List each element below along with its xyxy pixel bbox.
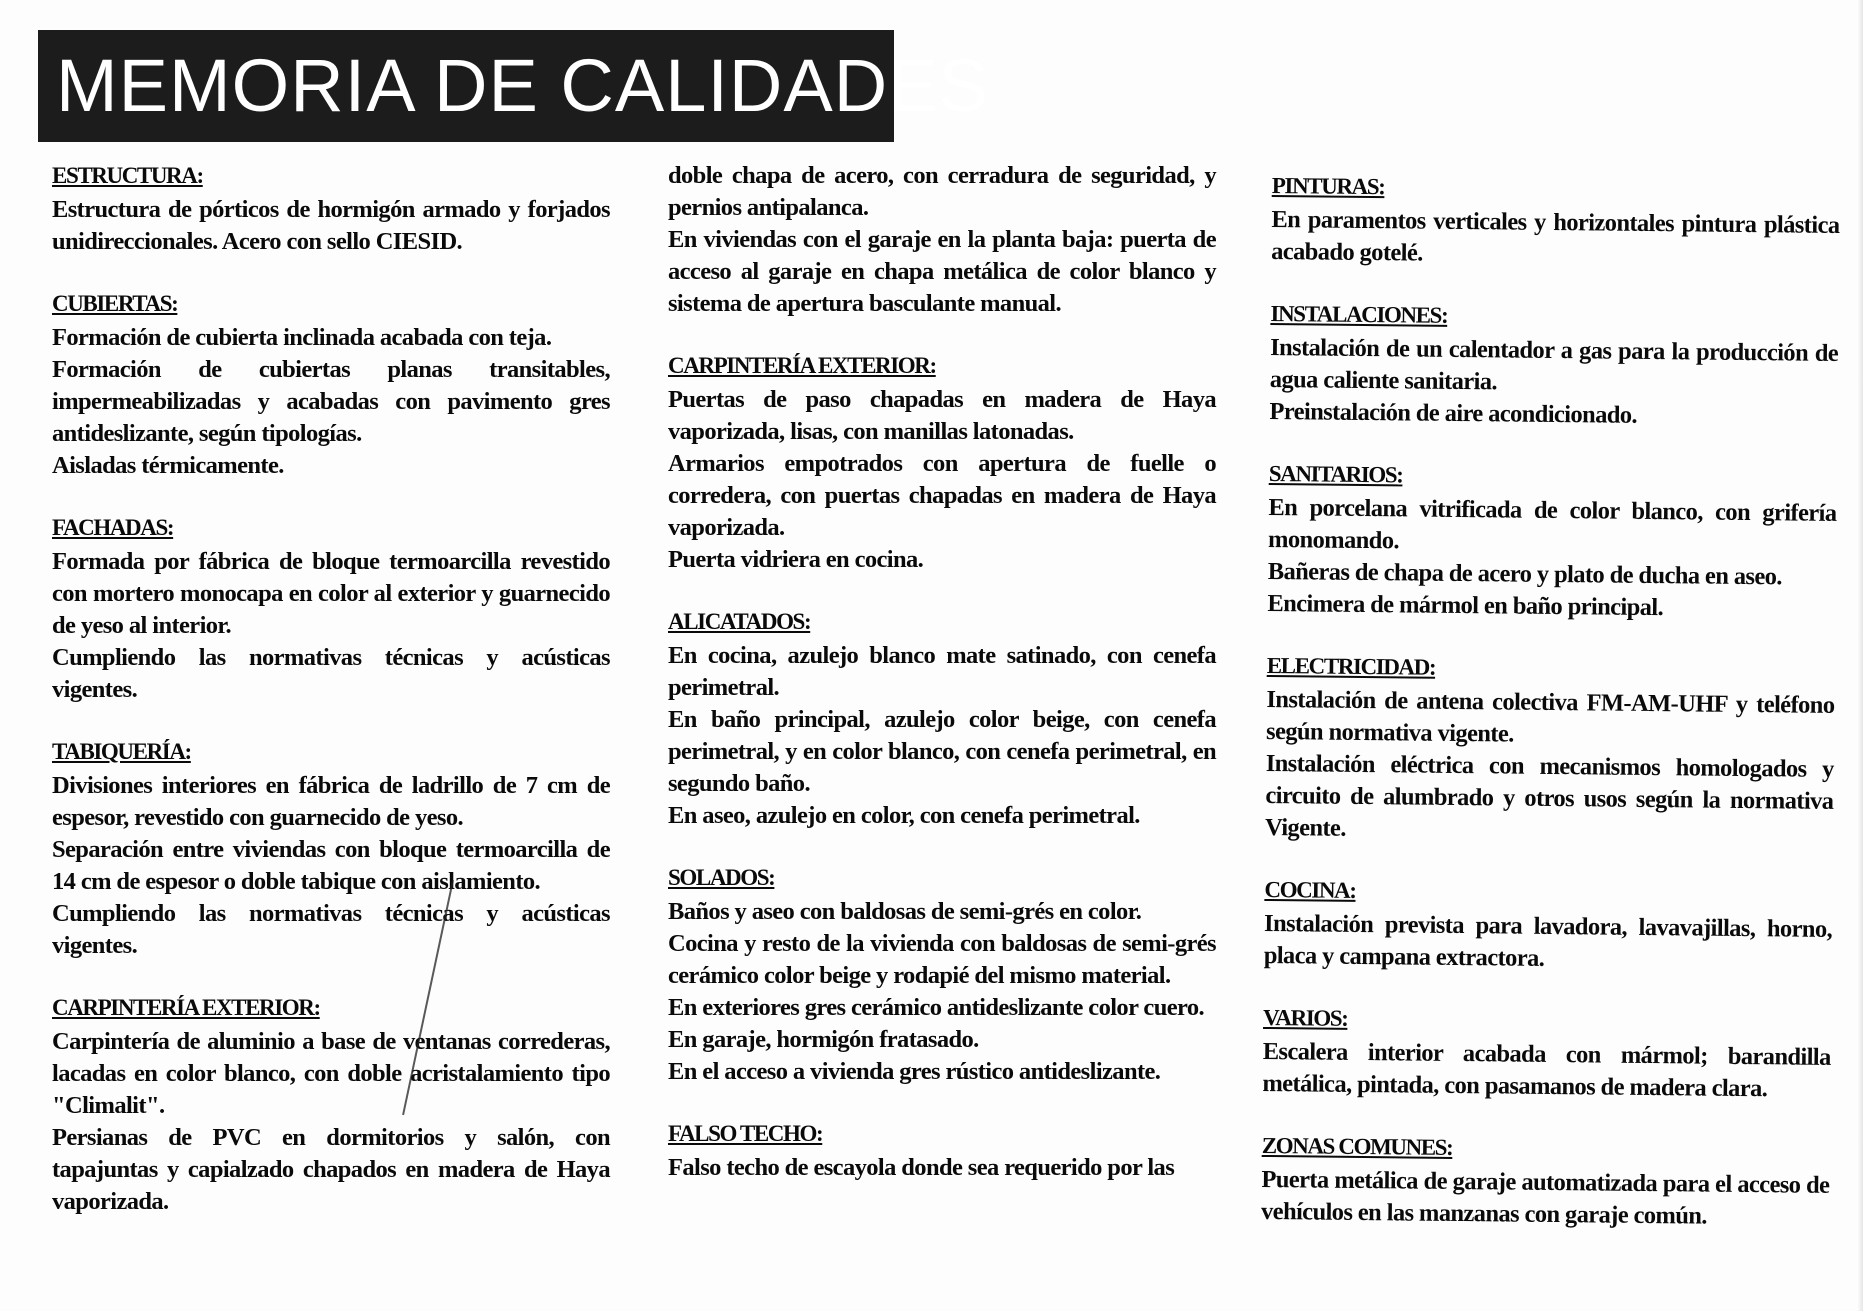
section-paragraph: Bañeras de chapa de acero y plato de ducha en aseo. — [1267, 557, 1783, 591]
section-paragraph: Baños y aseo con baldosas de semi-grés en color. — [668, 898, 1142, 925]
section-paragraph: En viviendas con el garaje en la planta baja: puerta de acceso al garaje en chapa metálica de color blanco y sistema de apertura basculante manual. — [668, 226, 1216, 317]
section-paragraph: Carpintería de aluminio a base de ventanas correderas, lacadas en color blanco, con doble acristalamiento tipo "Climalit". — [52, 1028, 610, 1119]
section-alicatados — [668, 606, 1216, 832]
section-paragraph: Persianas de PVC en dormitorios y salón, con tapajuntas y capialzado chapados en madera de Haya vaporizada. — [52, 1124, 610, 1215]
section-paragraph: Encimera de mármol en baño principal. — [1267, 589, 1664, 622]
section-heading: FALSO TECHO: — [668, 1121, 823, 1146]
section-paragraph: Divisiones interiores en fábrica de ladrillo de 7 cm de espesor, revestido con guarnecido de yeso. — [52, 772, 610, 831]
section-paragraph: Cumpliendo las normativas técnicas y acústicas vigentes. — [52, 644, 610, 703]
column-1 — [52, 160, 610, 1248]
section-heading: TABIQUERÍA: — [52, 739, 191, 764]
section-paragraph: Preinstalación de aire acondicionado. — [1269, 397, 1638, 429]
section-paragraph: Estructura de pórticos de hormigón armado y forjados unidireccionales. Acero con sello CIESID. — [52, 196, 610, 255]
section-solados — [668, 862, 1216, 1088]
section-sanitarios — [1267, 458, 1837, 626]
section-tabiqueria — [52, 736, 610, 962]
section-paragraph: Separación entre viviendas con bloque termoarcilla de 14 cm de espesor o doble tabique con aislamiento. — [52, 836, 610, 895]
section-cocina — [1264, 874, 1833, 978]
section-heading: ALICATADOS: — [668, 609, 811, 634]
section-paragraph: Instalación eléctrica con mecanismos homologados y circuito de alumbrado y otros usos según la normativa Vigente. — [1264, 749, 1834, 842]
section-zonas-comunes — [1261, 1130, 1830, 1234]
document-title: MEMORIA DE CALIDADES — [56, 44, 989, 127]
section-paragraph: Puerta vidriera en cocina. — [668, 546, 924, 573]
section-heading: CARPINTERÍA EXTERIOR: — [668, 353, 936, 378]
section-fachadas — [52, 512, 610, 706]
section-heading: ELECTRICIDAD: — [1266, 652, 1436, 680]
section-cubiertas — [52, 288, 610, 482]
section-paragraph: Instalación prevista para lavadora, lavavajillas, horno, placa y campana extractora. — [1263, 909, 1833, 972]
section-carpinteria-exterior — [52, 992, 610, 1218]
section-paragraph: Puertas de paso chapadas en madera de Haya vaporizada, lisas, con manillas latonadas. — [668, 386, 1216, 445]
section-paragraph: Armarios empotrados con apertura de fuelle o corredera, con puertas chapadas en madera de Haya vaporizada. — [668, 450, 1216, 541]
section-heading: PINTURAS: — [1271, 172, 1385, 200]
title-banner — [38, 30, 989, 142]
section-heading: FACHADAS: — [52, 515, 174, 540]
section-paragraph: En paramentos verticales y horizontales pintura plástica acabado gotelé. — [1271, 205, 1840, 267]
section-falso-techo — [668, 1118, 1216, 1184]
section-heading: SOLADOS: — [668, 865, 775, 890]
section-carpinteria-interior — [668, 350, 1216, 576]
section-paragraph: En porcelana vitrificada de color blanco, con grifería monomando. — [1267, 493, 1837, 555]
section-paragraph: En aseo, azulejo en color, con cenefa perimetral. — [668, 802, 1140, 829]
section-paragraph: En el acceso a vivienda gres rústico antideslizante. — [668, 1058, 1161, 1085]
section-instalaciones — [1269, 298, 1838, 434]
section-electricidad — [1265, 650, 1835, 850]
scan-edge-shadow — [1857, 0, 1863, 1311]
section-heading: COCINA: — [1264, 876, 1356, 903]
section-paragraph: Falso techo de escayola donde sea requerido por las — [668, 1154, 1175, 1181]
section-paragraph: Cumpliendo las normativas técnicas y acústicas vigentes. — [52, 900, 610, 959]
section-heading: INSTALACIONES: — [1270, 300, 1448, 328]
section-paragraph: Formación de cubierta inclinada acabada con teja. — [52, 324, 552, 351]
section-paragraph: Formación de cubiertas planas transitables, impermeabilizadas y acabadas con pavimento gres antideslizante, según tipologías. — [52, 356, 610, 447]
section-heading: ESTRUCTURA: — [52, 163, 203, 188]
section-pinturas — [1271, 170, 1840, 274]
section-paragraph: Cocina y resto de la vivienda con baldosas de semi-grés cerámico color beige y rodapié del mismo material. — [668, 930, 1216, 989]
section-heading: VARIOS: — [1262, 1004, 1348, 1031]
column-3 — [1261, 170, 1840, 1264]
section-varios — [1262, 1002, 1831, 1106]
section-paragraph: doble chapa de acero, con cerradura de seguridad, y pernios antipalanca. — [668, 162, 1216, 221]
section-continuation — [668, 160, 1216, 320]
section-paragraph: Instalación de un calentador a gas para la producción de agua caliente sanitaria. — [1269, 333, 1839, 396]
section-paragraph: Formada por fábrica de bloque termoarcilla revestido con mortero monocapa en color al exterior y guarnecido de yeso al interior. — [52, 548, 610, 639]
column-2 — [668, 160, 1216, 1214]
section-heading: CUBIERTAS: — [52, 291, 178, 316]
section-paragraph: Aisladas térmicamente. — [52, 452, 284, 479]
section-paragraph: En garaje, hormigón fratasado. — [668, 1026, 979, 1053]
section-paragraph: En baño principal, azulejo color beige, con cenefa perimetral, y en color blanco, con cenefa perimetral, en segundo baño. — [668, 706, 1216, 797]
section-heading: SANITARIOS: — [1268, 460, 1403, 488]
section-paragraph: En exteriores gres cerámico antideslizante color cuero. — [668, 994, 1205, 1021]
section-paragraph: En cocina, azulejo blanco mate satinado, con cenefa perimetral. — [668, 642, 1216, 701]
section-paragraph: Instalación de antena colectiva FM-AM-UHF y teléfono según normativa vigente. — [1265, 685, 1835, 748]
section-heading: ZONAS COMUNES: — [1261, 1132, 1453, 1160]
section-estructura — [52, 160, 610, 258]
section-paragraph: Puerta metálica de garaje automatizada para el acceso de vehículos en las manzanas con garaje común. — [1260, 1165, 1830, 1230]
section-heading: CARPINTERÍA EXTERIOR: — [52, 995, 320, 1020]
section-paragraph: Escalera interior acabada con mármol; barandilla metálica, pintada, con pasamanos de madera clara. — [1262, 1037, 1831, 1103]
